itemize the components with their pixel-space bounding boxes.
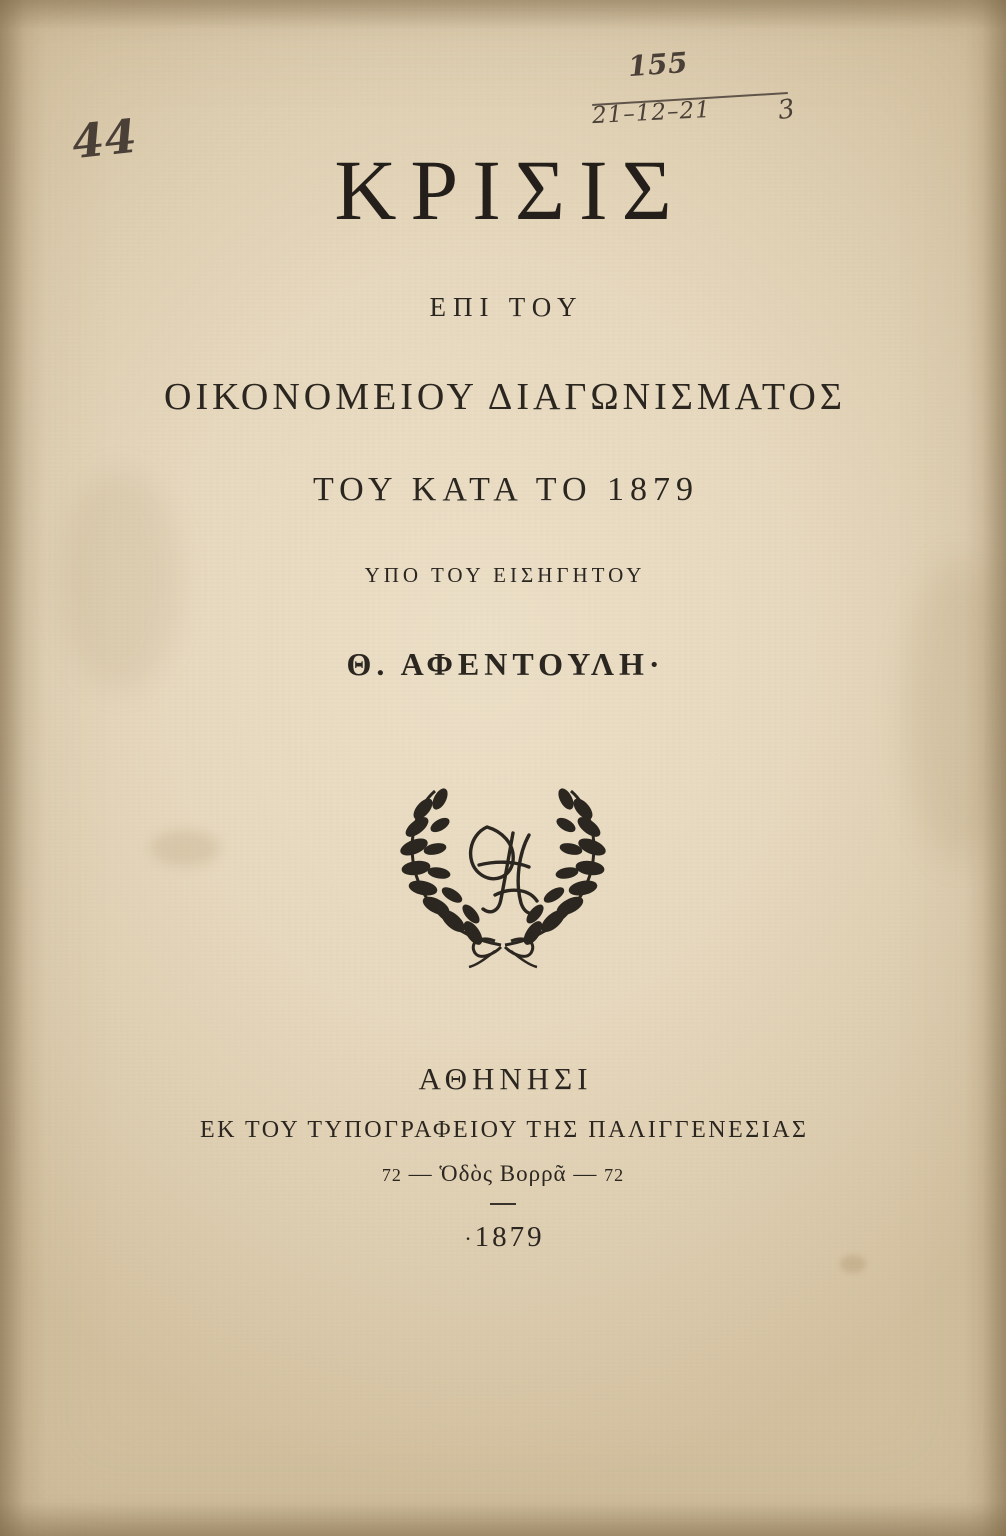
address-street: Ὁδὸς Βορρᾶ — [439, 1161, 567, 1186]
year-prefix-dot: · — [464, 1226, 475, 1251]
page-edge-bottom — [0, 1502, 1006, 1536]
byline-label: ΥΠΟ ΤΟΥ ΕΙΣΗΓΗΤΟΥ — [364, 563, 646, 587]
handwritten-date-stamp: 21–12–21 — [591, 96, 712, 130]
address-dash-left: — — [408, 1161, 440, 1186]
title-subtitle-2: ΟΙΚΟΝΟΜΕΙΟΥ ΔΙΑΓΩΝΙΣΜΑΤΟΣ — [164, 376, 846, 418]
address-number-right: 72 — [604, 1165, 625, 1185]
title-subtitle-1: ΕΠΙ ΤΟΥ — [429, 292, 584, 322]
imprint-year — [0, 1221, 1006, 1254]
imprint-divider — [490, 1203, 516, 1205]
handwritten-top-number: 155 — [626, 45, 690, 84]
imprint-city: ΑΘΗΝΗΣΙ — [418, 1061, 593, 1096]
imprint-press: ΕΚ ΤΟΥ ΤΥΠΟΓΡΑΦΕΙΟΥ ΤΗΣ ΠΑΛΙΓΓΕΝΕΣΙΑΣ — [200, 1117, 809, 1143]
title-subtitle-3: ΤΟΥ ΚΑΤΑ ΤΟ 1879 — [313, 471, 699, 508]
imprint-block — [0, 1061, 1006, 1254]
handwritten-left-mark: 44 — [69, 108, 140, 170]
address-number-left: 72 — [381, 1165, 402, 1185]
page-title: ΚΡΙΣΙΣ — [334, 142, 686, 238]
handwritten-tail-mark: 3 — [775, 93, 798, 127]
paper-stain — [840, 1255, 866, 1273]
author-name: Θ. ΑΦΕΝΤΟΥΛΗ· — [346, 646, 665, 682]
address-dash-right: — — [573, 1161, 605, 1186]
laurel-wreath-icon — [0, 769, 1006, 969]
imprint-address — [0, 1161, 1006, 1187]
year-value: 1879 — [474, 1221, 545, 1253]
